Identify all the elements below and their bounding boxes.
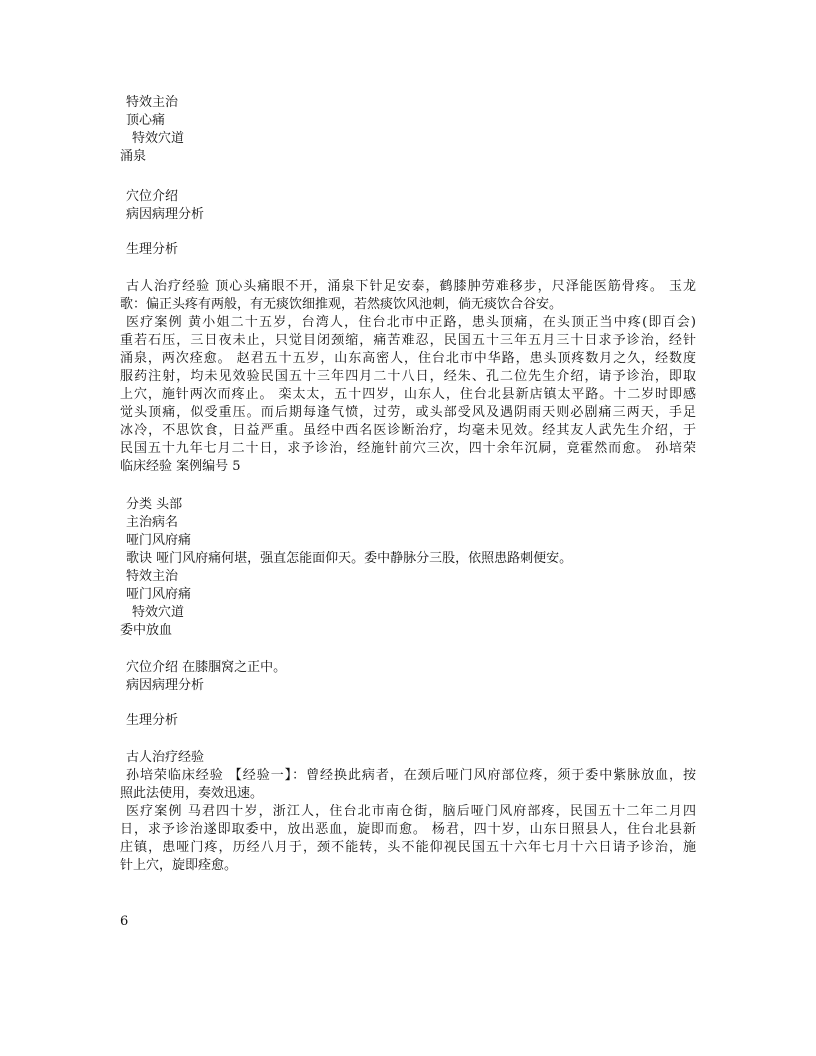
heading-special-indication: 特效主治 <box>126 95 179 110</box>
heading-physiology: 生理分析 <box>126 242 179 257</box>
heading-disease-name: 主治病名 <box>126 515 179 530</box>
paragraph-line: 涌泉，两次痊愈。 赵君五十五岁，山东高密人，住台北市中华路，患头顶疼数月之久，经数度 <box>120 351 696 366</box>
paragraph-line: 临床经验 案例编号 5 <box>120 459 241 474</box>
paragraph-line: 服药注射，均未见效验民国五十三年四月二十八日，经朱、孔二位先生介绍，请予诊治，即取 <box>120 369 696 384</box>
paragraph-line: 上穴，施针两次而疼止。 栾太太，五十四岁，山东人，住台北县新店镇太平路。十二岁时即感 <box>120 387 696 402</box>
heading-special-point: 特效穴道 <box>132 131 185 146</box>
verse-line: 歌诀 哑门风府痛何堪，强直怎能面仰天。委中静脉分三股，依照患路刺便安。 <box>126 551 573 566</box>
paragraph-line: 庄镇，患哑门疼，历经八月于，颈不能转，头不能仰视民国五十六年七月十六日请予诊治，施 <box>120 840 696 855</box>
paragraph-line: 医疗案例 黄小姐二十五岁，台湾人，住台北市中正路，患头顶痛，在头顶正当中疼(即百会) <box>126 315 696 330</box>
point-text: 委中放血 <box>120 623 173 638</box>
paragraph-line: 冰冷，不思饮食，日益严重。虽经中西名医诊断治疗，均毫未见效。经其友人武先生介绍，于 <box>120 423 696 438</box>
heading-pathology: 病因病理分析 <box>126 678 205 693</box>
heading-ancient-experience: 古人治疗经验 <box>126 750 205 765</box>
disease-name-text: 哑门风府痛 <box>126 533 192 548</box>
paragraph-line: 针上穴，旋即痊愈。 <box>120 858 238 873</box>
heading-pathology: 病因病理分析 <box>126 207 205 222</box>
indication-text: 哑门风府痛 <box>126 587 192 602</box>
heading-point-intro: 穴位介绍 <box>126 189 179 204</box>
indication-text: 顶心痛 <box>126 113 166 128</box>
paragraph-line: 照此法使用，奏效迅速。 <box>120 786 264 801</box>
point-intro-line: 穴位介绍 在膝腘窝之正中。 <box>126 660 287 675</box>
heading-special-point: 特效穴道 <box>132 605 185 620</box>
point-text: 涌泉 <box>120 149 147 164</box>
paragraph-line: 觉头顶痛，似受重压。而后期每逢气愤，过劳，或头部受风及遇阴雨天则必剧痛三两天，手足 <box>120 405 696 420</box>
heading-special-indication: 特效主治 <box>126 569 179 584</box>
page-number: 6 <box>120 914 129 929</box>
heading-physiology: 生理分析 <box>126 713 179 728</box>
paragraph-line: 日，求予诊治遂即取委中，放出恶血，旋即而愈。 杨君，四十岁，山东日照县人，住台北县新 <box>120 822 696 837</box>
category-line: 分类 头部 <box>126 497 183 512</box>
paragraph-line: 孙培荣临床经验 【经验一】：曾经换此病者，在颈后哑门风府部位疼，须于委中紫脉放血，按 <box>126 768 696 783</box>
paragraph-line: 重若石压，三日夜未止，只觉目闭颈缩，痛苦难忍，民国五十三年五月三十日求予诊治，经针 <box>120 333 696 348</box>
paragraph-line: 歌：偏正头疼有两般，有无痰饮细推观，若然痰饮风池刺，倘无痰饮合谷安。 <box>120 297 563 312</box>
paragraph-line: 医疗案例 马君四十岁，浙江人，住台北市南仓街，脑后哑门风府部疼，民国五十二年二月四 <box>126 804 696 819</box>
paragraph-line: 古人治疗经验 顶心头痛眼不开，涌泉下针足安泰，鹤膝肿劳难移步，尺泽能医筋骨疼。 玉龙 <box>126 279 696 294</box>
paragraph-line: 民国五十九年七月二十日，求予诊治，经施针前穴三次，四十余年沉屙，竟霍然而愈。 孙培荣 <box>120 441 696 456</box>
